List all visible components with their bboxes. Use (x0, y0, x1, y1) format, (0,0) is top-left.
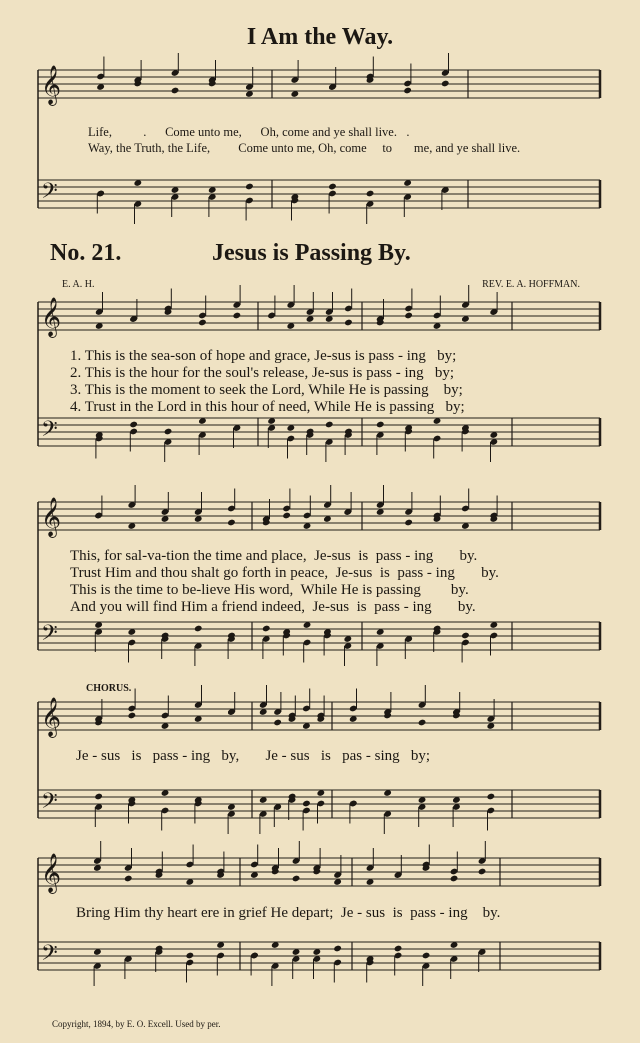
lyricist-credit: E. A. H. (62, 279, 95, 290)
note-head (486, 793, 495, 801)
hymn-title: Jesus is Passing By. (212, 240, 411, 266)
note-head (333, 945, 342, 953)
verse-1-line-2: This, for sal-va-tion the time and place, Je-sus is pass - ing by. (70, 548, 478, 564)
verse-2-line-1: 2. This is the hour for the soul's release, Je-sus is pass - ing by; (70, 365, 455, 381)
note-head (282, 512, 291, 520)
note-head (292, 875, 301, 883)
top-hymn-lyric-line-2: Way, the Truth, the Life, Come unto me, Oh, come to me, and ye shall live. (88, 141, 521, 155)
note-head (404, 312, 413, 320)
note-head (232, 312, 241, 320)
chorus-label: CHORUS. (86, 683, 132, 694)
note-head (422, 952, 431, 960)
treble-clef: 𝄞 (41, 65, 62, 105)
top-hymn-title: I Am the Way. (246, 24, 394, 50)
note-head (328, 183, 337, 191)
chorus-lyric-line-1: Je - sus is pass - ing by, Je - sus is pas - sing by; (76, 748, 431, 764)
treble-clef: 𝄞 (41, 297, 62, 337)
note-head (185, 952, 194, 960)
top-hymn-lyric-line-1: Life, . Come unto me, Oh, come and ye shall live. . (88, 125, 410, 139)
verse-3-line-2: This is the time to be-lieve His word, While He is passing by. (70, 582, 469, 598)
bass-clef: 𝄢 (41, 941, 58, 971)
note-head (394, 945, 403, 953)
chorus-lyric-line-2: Bring Him thy heart ere in grief He depart; Je - sus is pass - ing by. (76, 905, 501, 921)
note-head (198, 319, 207, 327)
note-head (376, 421, 385, 429)
treble-clef: 𝄞 (41, 697, 62, 737)
note-head (325, 421, 334, 429)
note-head (441, 80, 450, 88)
note-head (302, 800, 311, 808)
note-head (478, 868, 487, 876)
treble-clef: 𝄞 (41, 853, 62, 893)
note-head (273, 719, 282, 727)
note-head (164, 428, 173, 436)
bass-clef: 𝄢 (41, 789, 58, 819)
verse-3-line-1: 3. This is the moment to seek the Lord, While He is passing by; (70, 382, 463, 398)
note-head (171, 87, 180, 95)
note-head (262, 625, 271, 633)
copyright-notice: Copyright, 1894, by E. O. Excell. Used by per. (52, 1019, 221, 1029)
treble-clef: 𝄞 (41, 497, 62, 537)
note-head (403, 87, 412, 95)
hymn-number: No. 21. (50, 240, 122, 266)
note-head (94, 793, 103, 801)
note-head (450, 875, 459, 883)
note-head (245, 183, 254, 191)
note-head (344, 319, 353, 327)
verse-1-line-1: 1. This is the sea-son of hope and grace, Je-sus is pass - ing by; (70, 348, 457, 364)
verse-4-line-1: 4. Trust in the Lord in this hour of need, While He is passing by; (70, 399, 465, 415)
note-head (129, 421, 138, 429)
bass-clef: 𝄢 (41, 621, 58, 651)
bass-clef: 𝄢 (41, 179, 58, 209)
note-head (227, 519, 236, 527)
verse-2-line-2: Trust Him and thou shalt go forth in peace, Je-sus is pass - ing by. (70, 565, 499, 581)
note-head (404, 519, 413, 527)
note-head (366, 190, 375, 198)
verse-4-line-2: And you will find Him a friend indeed, Je-sus is pass - ing by. (70, 599, 476, 615)
note-head (124, 875, 133, 883)
note-head (127, 712, 136, 720)
bass-clef: 𝄢 (41, 417, 58, 447)
note-head (194, 625, 203, 633)
note-head (418, 719, 427, 727)
composer-credit: REV. E. A. HOFFMAN. (482, 279, 580, 290)
note-head (461, 632, 470, 640)
